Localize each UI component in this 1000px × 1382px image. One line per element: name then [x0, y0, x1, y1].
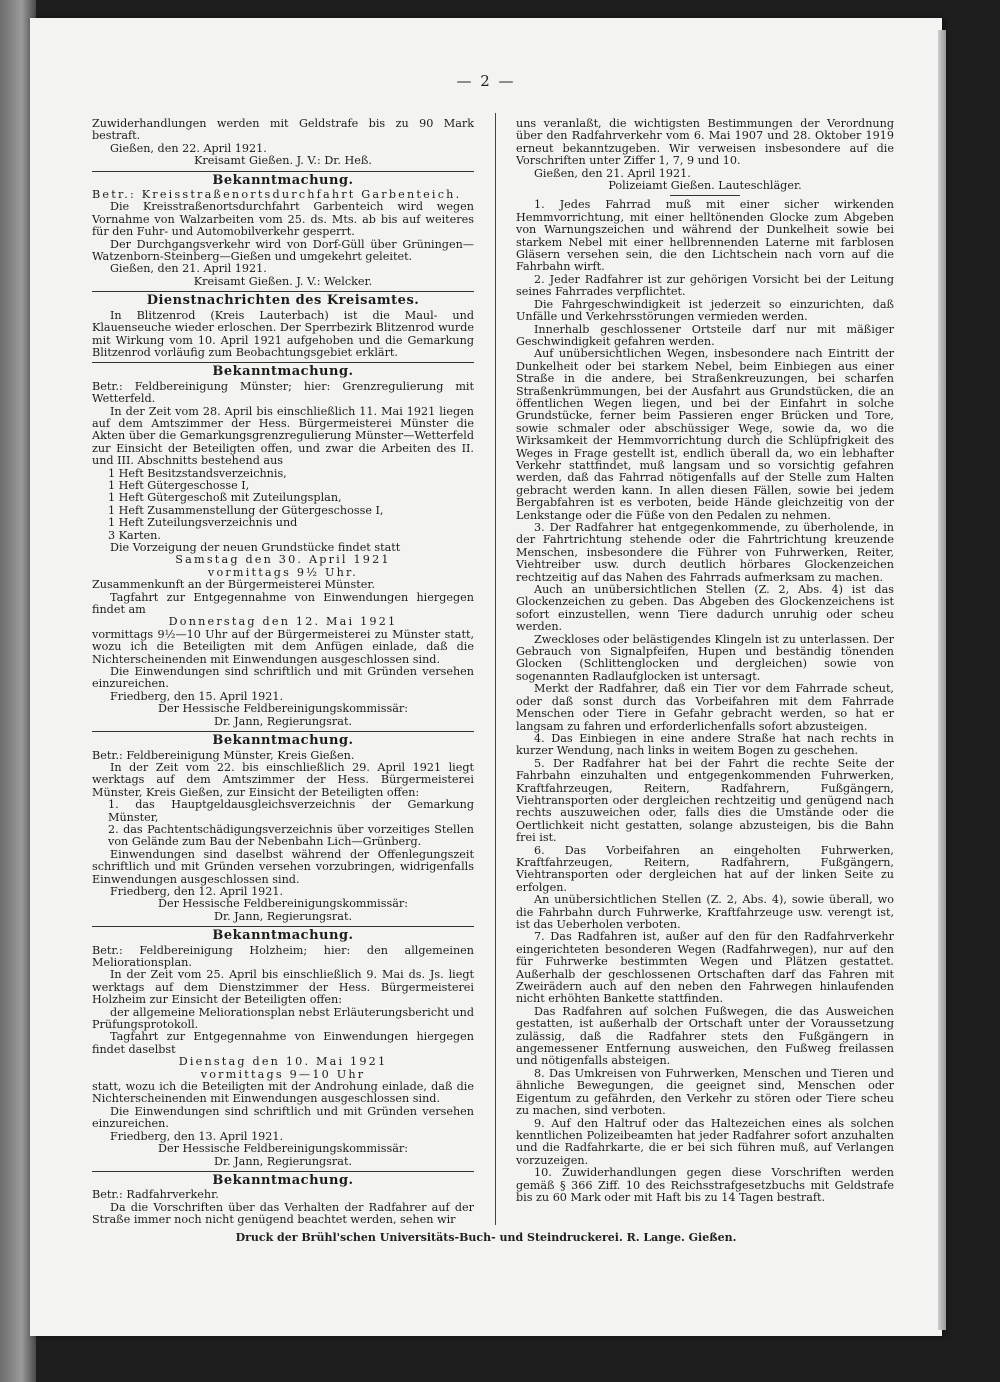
paragraph: 9. Auf den Haltruf oder das Haltezeichen eines als solchen kenntlichen Polizeibeamten hat jeder Radfahrer sofort anzuhalten und die Radfahrkarte, die er bei sich führen muß, auf Verlangen vorzuzeigen.	[516, 1116, 894, 1167]
paragraph: Da die Vorschriften über das Verhalten der Radfahrer auf der Straße immer noch nicht genügend beachtet werden, sehen wir	[92, 1200, 474, 1227]
paragraph: Auch an unübersichtlichen Stellen (Z. 2, Abs. 4) ist das Glockenzeichen zu geben. Das Abgeben des Glockenzeichens ist sofort einzustellen, wenn Tiere dadurch unruhig oder scheu werden.	[516, 583, 894, 634]
date-line: Friedberg, den 15. April 1921.	[110, 689, 284, 703]
paragraph: Zuwiderhandlungen werden mit Geldstrafe bis zu 90 Mark bestraft.	[92, 117, 474, 143]
document-page	[30, 18, 942, 1336]
signature: Kreisamt Gießen. J. V.: Welcker.	[193, 274, 373, 288]
section-heading: Bekanntmachung.	[212, 733, 354, 749]
paragraph: Zusammenkunft an der Bürgermeisterei Münster.	[92, 578, 376, 592]
list-item: 3 Karten.	[108, 528, 161, 542]
subject-line: Betr.: Feldbereinigung Holzheim; hier: den allgemeinen Meliorationsplan.	[92, 943, 474, 969]
paragraph: Die Fahrgeschwindigkeit ist jederzeit so einzurichten, daß Unfälle und Verkehrsstörungen vermieden werden.	[516, 297, 894, 324]
paragraph: statt, wozu ich die Beteiligten mit der Androhung einlade, daß die Nichterscheinenden mit Einwendungen ausgeschlossen sind.	[92, 1080, 474, 1106]
signature: Der Hessische Feldbereinigungskommissär:	[158, 702, 408, 716]
date-line: Friedberg, den 12. April 1921.	[110, 884, 284, 898]
page-stack-edge	[938, 30, 946, 1330]
date-line: Friedberg, den 13. April 1921.	[110, 1129, 284, 1143]
section-heading: Bekanntmachung.	[212, 172, 354, 188]
paragraph: Tagfahrt zur Entgegennahme von Einwendungen hiergegen findet daselbst	[92, 1030, 474, 1056]
paragraph: Merkt der Radfahrer, daß ein Tier vor dem Fahrrade scheut, oder daß sonst durch das Vorbeifahren mit dem Fahrrade Menschen oder Tiere in Gefahr gebracht werden, so hat er langsam zu fahren und erforderlichenfalls sofort abzusteigen.	[516, 682, 894, 733]
paragraph: Die Kreisstraßenortsdurchfahrt Garbenteich wird wegen Vornahme von Walzarbeiten vom 25. ds. Mts. ab bis auf weiteres für den Fuhr- und Automobilverkehr gesperrt.	[92, 200, 474, 239]
paragraph: Tagfahrt zur Entgegennahme von Einwendungen hiergegen findet am	[92, 590, 474, 617]
signature: Polizeiamt Gießen. Lauteschläger.	[608, 179, 802, 193]
subject-line: Betr.: Radfahrverkehr.	[92, 1188, 219, 1202]
date-line: Gießen, den 22. April 1921.	[110, 141, 267, 155]
paragraph: 2. Jeder Radfahrer ist zur gehörigen Vorsicht bei der Leitung seines Fahrrades verpflichtet.	[516, 272, 894, 299]
paragraph: 6. Das Vorbeifahren an eingeholten Fuhrwerken, Kraftfahrzeugen, Reitern, Radfahrern, Fußgängern, Viehtransporten oder dergleichen hat auf der linken Seite zu erfolgen.	[516, 843, 894, 894]
paragraph: Zweckloses oder belästigendes Klingeln ist zu unterlassen. Der Gebrauch von Signalpfeifen, Hupen und beständig tönenden Glocken (Schlittenglocken und dergleichen) sowie von sogenannten Radlaufglocken ist untersagt.	[516, 632, 894, 683]
date-emphasis: Samstag den 30. April 1921	[175, 553, 391, 567]
document-list	[92, 799, 474, 849]
paragraph: vormittags 9½—10 Uhr auf der Bürgermeisterei zu Münster statt, wozu ich die Beteiligten mit dem Anfügen einlade, daß die Nichterscheinenden mit Einwendungen ausgeschlossen sind.	[92, 627, 474, 666]
paragraph: An unübersichtlichen Stellen (Z. 2, Abs. 4), sowie überall, wo die Fahrbahn durch Fuhrwerke, Kraftfahrzeuge usw. verengt ist, ist das Ueberholen verboten.	[516, 893, 894, 931]
signature: Der Hessische Feldbereinigungskommissär:	[158, 897, 408, 911]
paragraph: In der Zeit vom 25. April bis einschließlich 9. Mai ds. Js. liegt werktags auf dem Dienstzimmer der Hess. Bürgermeisterei Holzheim zur Einsicht der Beteiligten offen:	[92, 968, 474, 1007]
divider-rule	[92, 171, 474, 172]
paragraph: Der Durchgangsverkehr wird von Dorf-Güll über Grüningen—Watzenborn-Steinberg—Gießen und umgekehrt geleitet.	[92, 237, 474, 264]
list-item: 1. das Hauptgeldausgleichsverzeichnis der Gemarkung Münster,	[108, 798, 474, 824]
signature: Dr. Jann, Regierungsrat.	[213, 909, 352, 923]
list-item: 1 Heft Zuteilungsverzeichnis und	[108, 516, 298, 530]
signature: Dr. Jann, Regierungsrat.	[213, 714, 352, 728]
paragraph: Einwendungen sind daselbst während der Offenlegungszeit schriftlich und mit Gründen versehen vorzubringen, widrigenfalls Einwendungen ausgeschlossen sind.	[92, 847, 474, 886]
paragraph: In der Zeit vom 28. April bis einschließlich 11. Mai 1921 liegen auf dem Amtszimmer der Hess. Bürgermeisterei Münster die Akten über die Gemarkungsgrenzregulierung Münster—Wetterfeld zur Einsicht der Beteiligten offen, und zwar die Arbeiten des II. und III. Abschnitts bestehend aus	[92, 404, 474, 468]
paragraph: 5. Der Radfahrer hat bei der Fahrt die rechte Seite der Fahrbahn einzuhalten und entgegenkommenden Fuhrwerken, Kraftfahrzeugen, Reitern, Radfahrern, Fußgängern, Viehtransporten oder dergleichen rechtzeitig und genügend nach rechts auszuweichen oder, falls dies die Umstände oder die Oertlichkeit nicht gestatten, solange abzusteigen, bis die Bahn frei ist.	[516, 756, 894, 845]
paragraph: 7. Das Radfahren ist, außer auf den für den Radfahrverkehr eingerichteten besonderen Wegen (Radfahrwegen), nur auf den für Fuhrwerke bestimmten Wegen und Plätzen gestattet. Außerhalb der geschlossenen Ortschaften darf das Fahren mit Zweirädern auch auf den neben den Fahrwegen hinlaufenden nicht erhöhten Bankette stattfinden.	[516, 930, 894, 1006]
signature: Kreisamt Gießen. J. V.: Dr. Heß.	[194, 154, 372, 168]
list-item: 1 Heft Gütergeschosse I,	[108, 478, 250, 492]
paragraph: Die Einwendungen sind schriftlich und mit Gründen versehen einzureichen.	[92, 1104, 474, 1131]
section-heading: Dienstnachrichten des Kreisamtes.	[146, 293, 420, 309]
time-emphasis: vormittags 9½ Uhr.	[207, 565, 359, 579]
date-line: Gießen, den 21. April 1921.	[534, 166, 691, 180]
printer-imprint: Druck der Brühl'schen Universitäts-Buch- und Steindruckerei. R. Lange. Gießen.	[235, 1231, 737, 1244]
document-list	[92, 468, 474, 542]
paragraph: der allgemeine Meliorationsplan nebst Erläuterungsbericht und Prüfungsprotokoll.	[92, 1005, 474, 1032]
left-column	[92, 118, 474, 1227]
subject-line: Betr.: Kreisstraßenortsdurchfahrt Garbenteich.	[92, 188, 462, 202]
list-item: 1 Heft Besitzstandsverzeichnis,	[108, 466, 287, 480]
section-heading: Bekanntmachung.	[212, 364, 354, 380]
paragraph: In Blitzenrod (Kreis Lauterbach) ist die Maul- und Klauenseuche wieder erloschen. Der Sperrbezirk Blitzenrod wurde mit Wirkung vom 10. April 1921 aufgehoben und die Gemarkung Blitzenrod vorläufig zum Beobachtungsgebiet erklärt.	[92, 308, 474, 359]
right-column	[516, 118, 894, 1204]
signature: Der Hessische Feldbereinigungskommissär:	[158, 1142, 408, 1156]
paragraph: In der Zeit vom 22. bis einschließlich 29. April 1921 liegt werktags auf dem Amtszimmer der Hess. Bürgermeisterei Münster, Kreis Gießen, zur Einsicht der Beteiligten offen:	[92, 760, 474, 799]
list-item: 2. das Pachtentschädigungsverzeichnis über vorzeitiges Stellen von Gelände zum Bau der Nebenbahn Lich—Grünberg.	[108, 822, 474, 849]
divider-rule	[92, 731, 474, 732]
paragraph: uns veranlaßt, die wichtigsten Bestimmungen der Verordnung über den Radfahrverkehr vom 6. Mai 1907 und 28. Oktober 1919 erneut bekanntzugeben. Wir verweisen insbesondere auf die Vorschriften unter Ziffer 1, 7, 9 und 10.	[516, 117, 894, 168]
divider-rule	[92, 362, 474, 363]
subject-line: Betr.: Feldbereinigung Münster; hier: Grenzregulierung mit Wetterfeld.	[92, 379, 474, 406]
list-item: 1 Heft Zusammenstellung der Gütergeschosse I,	[108, 503, 384, 517]
divider-rule	[92, 1171, 474, 1172]
paragraph: Das Radfahren auf solchen Fußwegen, die das Ausweichen gestatten, ist außerhalb der Ortschaft unter der Voraussetzung zulässig, daß die Radfahrer stets den Fußgängern in angemessener Entfernung ausweichen, den Fußweg freilassen und nötigenfalls absteigen.	[516, 1004, 894, 1068]
paragraph: Die Vorzeigung der neuen Grundstücke findet statt	[110, 541, 401, 554]
signature: Dr. Jann, Regierungsrat.	[213, 1154, 352, 1168]
date-emphasis: Donnerstag den 12. Mai 1921	[168, 615, 398, 629]
paragraph: 4. Das Einbiegen in eine andere Straße hat nach rechts in kurzer Wendung, nach links in weitem Bogen zu geschehen.	[516, 731, 894, 758]
paragraph: Innerhalb geschlossener Ortsteile darf nur mit mäßiger Geschwindigkeit gefahren werden.	[516, 322, 894, 348]
paragraph: Die Einwendungen sind schriftlich und mit Gründen versehen einzureichen.	[92, 665, 474, 691]
date-line: Gießen, den 21. April 1921.	[110, 262, 267, 276]
section-heading: Bekanntmachung.	[212, 928, 354, 944]
time-emphasis: vormittags 9—10 Uhr	[200, 1067, 366, 1081]
date-emphasis: Dienstag den 10. Mai 1921	[178, 1055, 388, 1069]
divider-rule	[670, 195, 740, 196]
column-divider	[495, 113, 496, 1225]
subject-line: Betr.: Feldbereinigung Münster, Kreis Gießen.	[92, 748, 355, 762]
divider-rule	[92, 291, 474, 292]
list-item: 1 Heft Gütergeschoß mit Zuteilungsplan,	[108, 491, 342, 505]
paragraph: 10. Zuwiderhandlungen gegen diese Vorschriften werden gemäß § 366 Ziff. 10 des Reichsstrafgesetzbuchs mit Geldstrafe bis zu 60 Mark oder mit Haft bis zu 14 Tagen bestraft.	[516, 1166, 894, 1204]
page-number: — 2 —	[456, 72, 516, 90]
paragraph: Auf unübersichtlichen Wegen, insbesondere nach Eintritt der Dunkelheit oder bei starkem Nebel, beim Einbiegen aus einer Straße in die andere, bei Straßenkreuzungen, bei scharfen Straßenkrümmungen, bei der Ausfahrt aus Grundstücken, die an öffentlichen Wegen liegen, und bei der Einfahrt in solche Grundstücke, ferner beim Passieren enger Brücken und Tore, sowie schmaler oder abschüssiger Wege, sowie da, wo die Wirksamkeit der Hemmvorrichtung durch die Schlüpfrigkeit des Weges in Frage gestellt ist, endlich überall da, wo ein lebhafter Verkehr stattfindet, muß langsam und so vorsichtig gefahren werden, daß das Fahrrad nötigenfalls auf der Stelle zum Halten gebracht werden kann. In allen diesen Fällen, sowie bei jedem Bergabfahren ist es verboten, beide Hände gleichzeitig von der Lenkstange oder die Füße von den Pedalen zu nehmen.	[516, 347, 894, 522]
paragraph: 3. Der Radfahrer hat entgegenkommende, zu überholende, in der Fahrtrichtung stehende oder die Fahrtrichtung kreuzende Menschen, insbesondere die Führer von Fuhrwerken, Reiter, Viehtreiber usw. durch deutlich hörbares Glockenzeichen rechtzeitig auf das Nahen des Fahrrads aufmerksam zu machen.	[516, 521, 894, 584]
divider-rule	[92, 926, 474, 927]
paragraph: 8. Das Umkreisen von Fuhrwerken, Menschen und Tieren und ähnliche Bewegungen, die geeignet sind, Menschen oder Eigentum zu gefährden, den Verkehr zu stören oder Tiere scheu zu machen, sind verboten.	[516, 1066, 894, 1118]
paragraph: 1. Jedes Fahrrad muß mit einer sicher wirkenden Hemmvorrichtung, mit einer helltönenden Glocke zum Abgeben von Warnungszeichen und während der Dunkelheit sowie bei starkem Nebel mit einer hellbrennenden Laterne mit farblosen Gläsern versehen sein, die den Lichtschein nach vorn auf die Fahrbahn wirft.	[516, 198, 894, 274]
section-heading: Bekanntmachung.	[212, 1172, 354, 1188]
